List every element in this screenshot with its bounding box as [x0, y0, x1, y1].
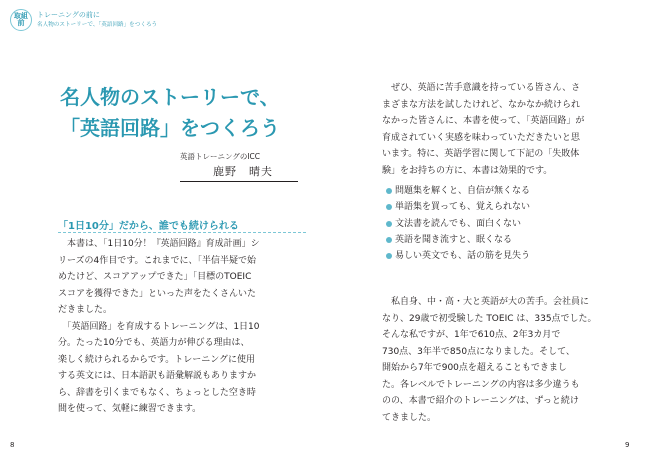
running-head-title: トレーニングの前に: [37, 11, 100, 19]
text-line: 分。たった10分でも、英語力が伸びる理由は、: [58, 338, 250, 348]
text-line: います。特に、英語学習に関して下記の「失敗体: [382, 149, 580, 159]
byline-affiliation: 英語トレーニングのICC: [180, 152, 261, 161]
left-body-text: [58, 236, 318, 418]
byline-author: 鹿野 晴夫: [213, 165, 273, 178]
text-line: なかった皆さんに、本書を使って、「英語回路」が: [382, 116, 585, 126]
bullet-dot-icon: [386, 204, 392, 210]
text-line: 私自身、中・高・大と英語が大の苦手。会社員に: [382, 297, 590, 307]
text-line: 間を使って、気軽に練習できます。: [58, 404, 202, 414]
list-item-label: 易しい英文でも、話の筋を見失う: [395, 251, 531, 262]
list-item: [386, 248, 626, 264]
bullet-dot-icon: [386, 253, 392, 259]
list-item-label: 文法書を読んでも、面白くない: [395, 218, 522, 229]
bullet-dot-icon: [386, 237, 392, 243]
text-line: ら、辞書を引くまでもなく、ちょっとした空き時: [58, 387, 256, 398]
bullet-dot-icon: [386, 188, 392, 194]
text-line: てきました。: [382, 412, 437, 423]
section-rule: [58, 232, 306, 233]
text-line: 楽しく続けられるからです。トレーニングに使用: [58, 354, 256, 365]
page-number-right: 9: [625, 441, 630, 449]
byline-rule: [180, 181, 298, 182]
right-body-intro: [382, 80, 627, 179]
list-item: [386, 199, 626, 215]
list-item: [386, 183, 626, 199]
text-line: 験」をお持ちの方に、本書は効果的です。: [382, 165, 553, 176]
text-line: 本書は、「1日10分！『英語回路』育成計画」シ: [58, 239, 260, 249]
text-line: だきました。: [58, 305, 113, 315]
text-line: ぜひ、英語に苦手意識を持っている皆さん、さ: [382, 83, 581, 93]
list-item: [386, 216, 626, 232]
text-line: なり、29歳で初受験した TOEIC は、335点でした。: [382, 313, 597, 324]
page-number-left: 8: [10, 441, 15, 449]
page-title: [60, 82, 320, 144]
text-line: めたけど、スコアアップできた」「目標のTOEIC: [58, 272, 252, 282]
text-line: 「英語回路」を育成するトレーニングは、1日10: [58, 321, 260, 332]
list-item-label: 問題集を解くと、自信が無くなる: [395, 186, 531, 196]
running-head-badge: 取組前: [10, 9, 32, 31]
text-line: まざまな方法を試したけれど、なかなか続けられ: [382, 99, 581, 110]
title-line: 名人物のストーリーで、: [60, 85, 280, 109]
running-head-subtitle: 名人物のストーリーで、「英語回路」をつくろう: [37, 22, 158, 28]
list-item-label: 単語集を買っても、覚えられない: [395, 202, 531, 213]
title-line: 「英語回路」をつくろう: [60, 116, 280, 140]
text-line: 開始から7年で900点を超えることもできまし: [382, 363, 567, 373]
text-line: た。各レベルでトレーニングの内容は多少違うも: [382, 379, 580, 390]
list-item-label: 英語を聞き流すと、眠くなる: [395, 234, 513, 245]
running-head: [10, 9, 210, 33]
text-line: のの、本書で紹介のトレーニングは、ずっと続け: [382, 396, 579, 406]
text-line: そんな私ですが、1年で610点、2年3カ月で: [382, 330, 561, 340]
section-heading: 「1日10分」だから、誰でも続けられる: [58, 221, 239, 232]
text-line: する英文には、日本語訳も語彙解説もありますか: [58, 371, 257, 381]
list-item: [386, 232, 626, 248]
text-line: 育成されていく実感を味わっていただきたいと思: [382, 132, 580, 143]
right-body-story: [382, 294, 627, 426]
text-line: スコアを獲得できた」といった声をたくさんいた: [58, 288, 257, 299]
bullet-dot-icon: [386, 221, 392, 227]
text-line: リーズの4作目です。これまでに、「半信半疑で始: [58, 255, 257, 266]
text-line: 730点、3年半で850点になりました。そして、: [382, 346, 575, 357]
failure-list: [386, 183, 626, 264]
